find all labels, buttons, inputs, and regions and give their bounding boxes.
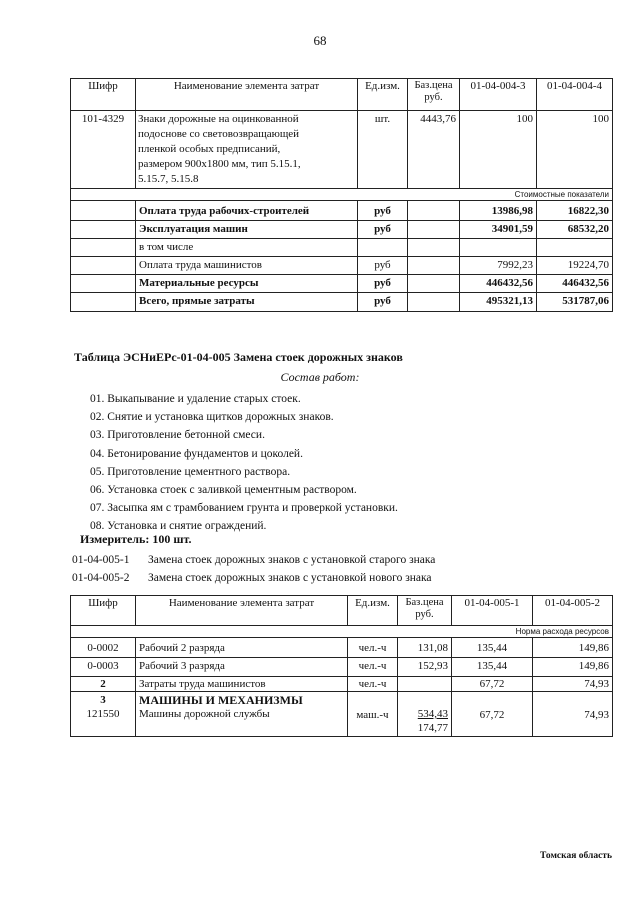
item-unit: маш.-ч xyxy=(348,692,398,737)
code-line xyxy=(72,569,435,587)
row-name: Эксплуатация машин xyxy=(136,221,358,239)
header-col-b: 01-04-005-2 xyxy=(533,596,613,626)
table-row xyxy=(71,239,613,257)
work-item: 01. Выкапывание и удаление старых стоек. xyxy=(90,393,301,405)
item-name-line: пленкой особых предписаний, xyxy=(138,143,281,155)
row-code: 0-0003 xyxy=(71,658,136,677)
row-value-a: 7992,23 xyxy=(460,257,537,275)
resource-table-01-04-005 xyxy=(70,595,613,737)
group-code xyxy=(71,692,136,737)
header-unit: Ед.изм. xyxy=(348,596,398,626)
code-number: 01-04-005-1 xyxy=(72,554,130,566)
code-text: Замена стоек дорожных знаков с установкой нового знака xyxy=(148,572,432,584)
row-name: Рабочий 3 разряда xyxy=(136,658,348,677)
header-code: Шифр xyxy=(71,79,136,111)
code-list xyxy=(72,551,435,587)
item-price xyxy=(398,692,452,737)
table-title: Таблица ЭСНиЕРс-01-04-005 Замена стоек дорожных знаков xyxy=(74,350,403,364)
header-base-price: Баз.цена руб. xyxy=(408,79,460,111)
section-header-row xyxy=(71,626,613,638)
code-text: Замена стоек дорожных знаков с установкой старого знака xyxy=(148,554,436,566)
row-value-b: 16822,30 xyxy=(537,201,613,221)
table-row xyxy=(71,677,613,692)
header-name: Наименование элемента затрат xyxy=(136,79,358,111)
item-name-line: 5.15.7, 5.15.8 xyxy=(138,173,199,185)
work-item: 08. Установка и снятие ограждений. xyxy=(90,520,267,533)
item-name-line: подосновe со световозвращающей xyxy=(138,128,300,140)
work-item: 07. Засыпка ям с трамбованием грунта и проверкой установки. xyxy=(90,502,398,515)
footer-region: Томская область xyxy=(539,851,612,861)
row-name: Оплата труда рабочих-строителей xyxy=(136,201,358,221)
row-value-b: 149,86 xyxy=(533,638,613,658)
item-value-b: 74,93 xyxy=(533,692,613,737)
row-value-a: 495321,13 xyxy=(460,293,537,312)
row-unit: руб xyxy=(358,257,408,275)
row-code: 0-0002 xyxy=(71,638,136,658)
table-row xyxy=(71,692,613,737)
item-price: 4443,76 xyxy=(408,111,460,189)
table-row xyxy=(71,201,613,221)
table-row xyxy=(71,658,613,677)
row-value-a: 67,72 xyxy=(452,677,533,692)
section-label: Норма расхода ресурсов xyxy=(71,626,613,638)
row-price: 131,08 xyxy=(398,638,452,658)
work-item: 03. Приготовление бетонной смеси. xyxy=(90,429,265,442)
row-name: Рабочий 2 разряда xyxy=(136,638,348,658)
code-line xyxy=(72,551,435,569)
group-cell xyxy=(136,692,348,737)
cost-table-01-04-004 xyxy=(70,78,613,312)
header-code: Шифр xyxy=(71,596,136,626)
row-value-b: 68532,20 xyxy=(537,221,613,239)
item-code: 101-4329 xyxy=(71,111,136,189)
row-unit: чел.-ч xyxy=(348,658,398,677)
row-unit: руб xyxy=(358,293,408,312)
item-value-a: 100 xyxy=(460,111,537,189)
table-row xyxy=(71,221,613,239)
row-name: в том числе xyxy=(136,239,358,257)
row-name: Оплата труда машинистов xyxy=(136,257,358,275)
item-value-b: 100 xyxy=(537,111,613,189)
table-header-row xyxy=(71,596,613,626)
row-value-a: 446432,56 xyxy=(460,275,537,293)
row-name: Всего, прямые затраты xyxy=(136,293,358,312)
item-name-line: размером 900х1800 мм, тип 5.15.1, xyxy=(138,158,301,170)
row-value-a: 135,44 xyxy=(452,638,533,658)
row-unit: руб xyxy=(358,275,408,293)
table-header-row xyxy=(71,79,613,111)
header-name: Наименование элемента затрат xyxy=(136,596,348,626)
row-code: 2 xyxy=(71,677,136,692)
header-col-b: 01-04-004-4 xyxy=(537,79,613,111)
row-value-b: 19224,70 xyxy=(537,257,613,275)
row-value-b: 74,93 xyxy=(533,677,613,692)
group-number: 3 xyxy=(100,694,106,706)
work-item: 02. Снятие и установка щитков дорожных знаков. xyxy=(90,411,334,424)
item-name xyxy=(136,111,358,189)
row-value-b: 446432,56 xyxy=(537,275,613,293)
work-item: 04. Бетонирование фундаментов и цоколей. xyxy=(90,447,303,460)
group-title: МАШИНЫ И МЕХАНИЗМЫ xyxy=(139,693,303,707)
work-item: 05. Приготовление цементного раствора. xyxy=(90,465,291,478)
composition-title: Состав работ: xyxy=(280,370,360,384)
header-col-a: 01-04-005-1 xyxy=(452,596,533,626)
table-row xyxy=(71,275,613,293)
row-unit: руб xyxy=(358,201,408,221)
table-row xyxy=(71,638,613,658)
row-unit: руб xyxy=(358,221,408,239)
measurer: Измеритель: 100 шт. xyxy=(80,532,192,546)
item-name: Машины дорожной службы xyxy=(139,708,270,720)
row-value-a: 135,44 xyxy=(452,658,533,677)
header-col-a: 01-04-004-3 xyxy=(460,79,537,111)
row-name: Затраты труда машинистов xyxy=(136,677,348,692)
row-unit: чел.-ч xyxy=(348,677,398,692)
row-unit: чел.-ч xyxy=(348,638,398,658)
row-name: Материальные ресурсы xyxy=(136,275,358,293)
table-row xyxy=(71,293,613,312)
table-row xyxy=(71,257,613,275)
row-value-b: 149,86 xyxy=(533,658,613,677)
header-unit: Ед.изм. xyxy=(358,79,408,111)
header-base-price: Баз.цена руб. xyxy=(398,596,452,626)
row-value-a: 13986,98 xyxy=(460,201,537,221)
code-number: 01-04-005-2 xyxy=(72,572,130,584)
work-item: 06. Установка стоек с заливкой цементным раствором. xyxy=(90,484,357,497)
table-row xyxy=(71,111,613,189)
item-unit: шт. xyxy=(358,111,408,189)
item-name-line: Знаки дорожные на оцинкованной xyxy=(138,113,299,125)
page-number: 68 xyxy=(313,33,327,48)
row-price: 152,93 xyxy=(398,658,452,677)
row-price xyxy=(398,677,452,692)
section-label: Стоимостные показатели xyxy=(71,189,613,201)
work-list xyxy=(90,390,398,536)
price-line-2: 174,77 xyxy=(417,722,448,734)
row-value-a: 34901,59 xyxy=(460,221,537,239)
row-value-b: 531787,06 xyxy=(537,293,613,312)
section-header-row xyxy=(71,189,613,201)
item-code: 121550 xyxy=(86,708,120,720)
price-line-1: 534,43 xyxy=(417,708,448,720)
item-value-a: 67,72 xyxy=(452,692,533,737)
